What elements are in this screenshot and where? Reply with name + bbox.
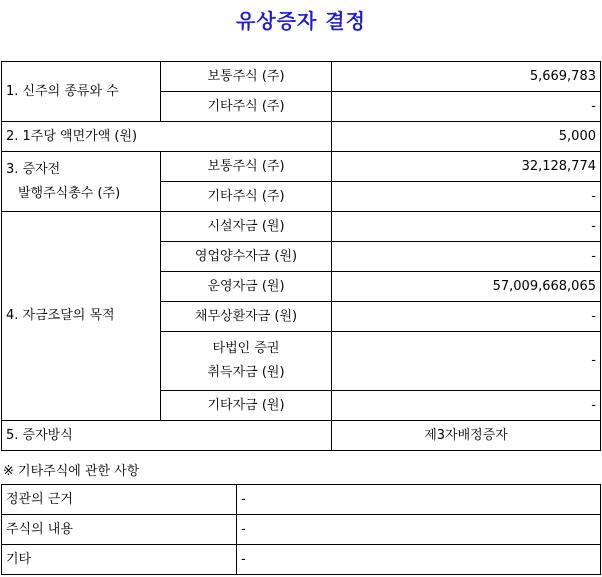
method-label: 5. 증자방식 [2,421,332,451]
new-shares-label: 1. 신주의 종류와 수 [2,62,161,122]
other-shares-heading: ※ 기타주식에 관한 사항 [3,464,140,479]
debt-repayment-value: - [332,302,601,332]
other-shares-value: - [332,92,601,122]
pre-other-label: 기타주식 (주) [161,182,332,212]
table-row [2,212,601,242]
table-row [2,545,601,575]
other-shares-table [1,484,601,575]
share-content-value: - [237,515,601,545]
par-value-label: 2. 1주당 액면가액 (원) [2,122,332,152]
table-row [2,152,601,182]
operating-fund-label: 운영자금 (원) [161,272,332,302]
acquisition-fund-label: 영업양수자금 (원) [161,242,332,272]
securities-fund-label-line1: 타법인 증권 [212,341,280,356]
pre-issue-label-line1: 3. 증자전 [6,161,61,177]
acquisition-fund-value: - [332,242,601,272]
etc-value: - [237,545,601,575]
common-shares-label: 보통주식 (주) [161,62,332,92]
securities-fund-label-line2: 취득자금 (원) [207,365,285,380]
pre-issue-label [2,152,161,212]
etc-label: 기타 [2,545,237,575]
par-value-value: 5,000 [332,122,601,152]
table-row [2,62,601,92]
pre-other-value: - [332,182,601,212]
operating-fund-value: 57,009,668,065 [332,272,601,302]
table-row [2,515,601,545]
debt-repayment-label: 채무상환자금 (원) [161,302,332,332]
other-fund-value: - [332,391,601,421]
pre-common-label: 보통주식 (주) [161,152,332,182]
capital-increase-table [1,61,601,451]
facility-fund-value: - [332,212,601,242]
pre-issue-label-line2: 발행주식총수 (주) [18,185,121,201]
table-row [2,421,601,451]
common-shares-value: 5,669,783 [332,62,601,92]
page-title: 유상증자 결정 [236,9,366,33]
articles-basis-value: - [237,485,601,515]
purpose-label: 4. 자금조달의 목적 [2,212,161,421]
table-row [2,485,601,515]
securities-fund-label [161,332,332,391]
articles-basis-label: 정관의 근거 [2,485,237,515]
share-content-label: 주식의 내용 [2,515,237,545]
other-fund-label: 기타자금 (원) [161,391,332,421]
method-value: 제3자배정증자 [332,421,601,451]
securities-fund-value: - [332,332,601,391]
other-shares-label: 기타주식 (주) [161,92,332,122]
pre-common-value: 32,128,774 [332,152,601,182]
facility-fund-label: 시설자금 (원) [161,212,332,242]
table-row [2,122,601,152]
